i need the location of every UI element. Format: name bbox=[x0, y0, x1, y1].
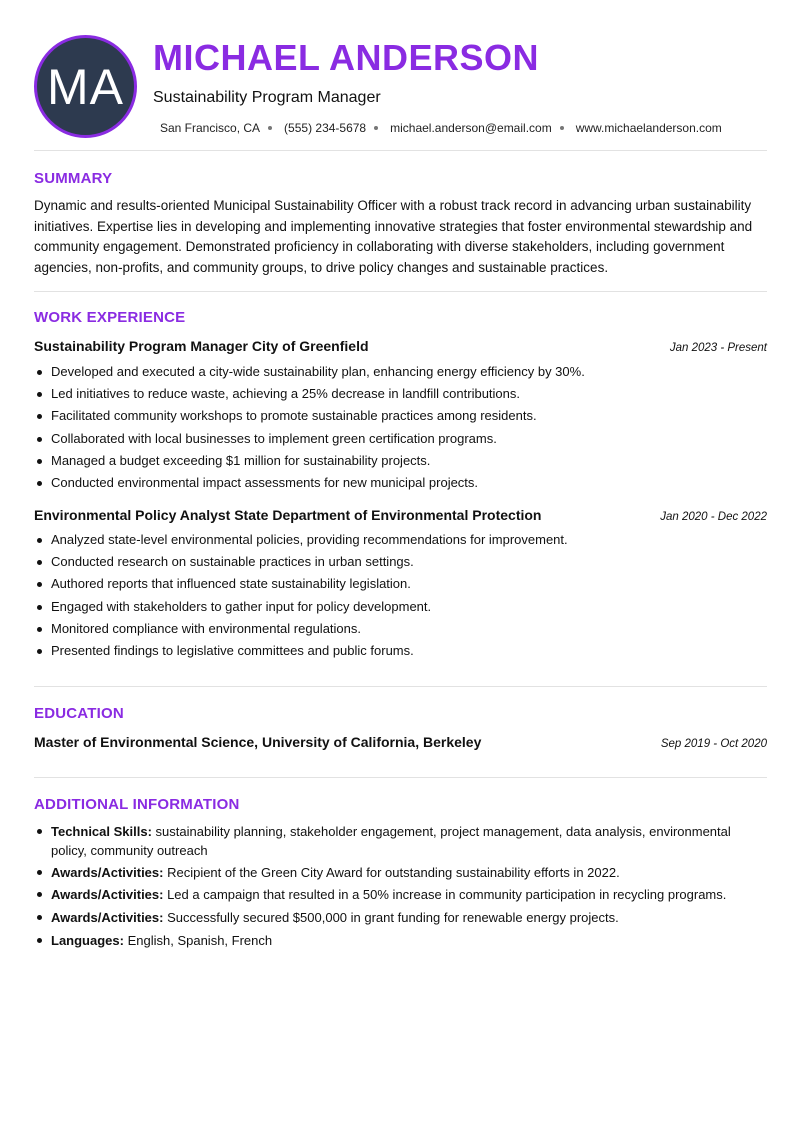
list-item bbox=[34, 885, 767, 904]
list-item: Authored reports that influenced state sustainability legislation. bbox=[34, 573, 767, 595]
info-text: sustainability planning, stakeholder engagement, project management, data analysis, environmental policy, community outreach bbox=[51, 824, 731, 858]
separator-dot-icon bbox=[268, 126, 272, 130]
bullet-icon bbox=[37, 370, 42, 375]
job-title: Sustainability Program Manager City of Greenfield bbox=[34, 338, 369, 354]
list-item: Presented findings to legislative committees and public forums. bbox=[34, 640, 767, 662]
list-item: Developed and executed a city-wide sustainability plan, enhancing energy efficiency by 30%. bbox=[34, 361, 767, 383]
bullet-icon bbox=[37, 870, 42, 875]
list-item: Engaged with stakeholders to gather input for policy development. bbox=[34, 596, 767, 618]
list-item: Analyzed state-level environmental policies, providing recommendations for improvement. bbox=[34, 529, 767, 551]
education-date: Sep 2019 - Oct 2020 bbox=[660, 738, 767, 750]
info-text: Successfully secured $500,000 in grant funding for renewable energy projects. bbox=[163, 909, 619, 925]
list-item bbox=[34, 822, 767, 860]
info-text: Recipient of the Green City Award for outstanding sustainability efforts in 2022. bbox=[163, 865, 620, 881]
bullet-icon bbox=[37, 560, 42, 565]
work-experience-heading: WORK EXPERIENCE bbox=[34, 309, 186, 326]
divider bbox=[34, 150, 767, 151]
bullet-icon bbox=[37, 829, 42, 834]
list-item: Monitored compliance with environmental regulations. bbox=[34, 618, 767, 640]
contact-phone: (555) 234-5678 bbox=[284, 121, 367, 135]
info-label: Awards/Activities: bbox=[51, 909, 164, 925]
separator-dot-icon bbox=[560, 126, 564, 130]
divider bbox=[34, 291, 767, 292]
bullet-icon bbox=[37, 538, 42, 543]
bullet-icon bbox=[37, 938, 42, 943]
job-title: Environmental Policy Analyst State Department of Environmental Protection bbox=[34, 507, 542, 523]
additional-info-list bbox=[34, 822, 767, 953]
avatar bbox=[34, 35, 137, 138]
list-item: Conducted research on sustainable practices in urban settings. bbox=[34, 551, 767, 573]
list-item: Collaborated with local businesses to implement green certification programs. bbox=[34, 428, 767, 450]
summary-heading: SUMMARY bbox=[34, 170, 113, 187]
list-item: Facilitated community workshops to promote sustainable practices among residents. bbox=[34, 405, 767, 427]
bullet-icon bbox=[37, 481, 42, 486]
education-heading: EDUCATION bbox=[34, 705, 124, 722]
bullet-icon bbox=[37, 437, 42, 442]
info-text: Led a campaign that resulted in a 50% increase in community participation in recycling programs. bbox=[163, 887, 727, 903]
bullet-icon bbox=[37, 605, 42, 610]
list-item bbox=[34, 931, 767, 950]
separator-dot-icon bbox=[374, 126, 378, 130]
job-header bbox=[34, 507, 767, 523]
info-text: English, Spanish, French bbox=[123, 932, 273, 948]
info-label: Awards/Activities: bbox=[51, 865, 164, 881]
bullet-icon bbox=[37, 892, 42, 897]
contact-email[interactable]: michael.anderson@email.com bbox=[390, 121, 552, 135]
summary-text: Dynamic and results-oriented Municipal Sustainability Officer with a robust track record in advancing urban sustainability initiatives. Expertise lies in developing and implementing innovative strategies that foster environmental stewardship and community engagement. Demonstrated proficiency in collaborating with diverse stakeholders, including government agencies, non-profits, and community groups, to drive policy changes and sustainable practices. bbox=[34, 198, 753, 275]
bullet-icon bbox=[37, 414, 42, 419]
job-header bbox=[34, 338, 767, 354]
list-item: Managed a budget exceeding $1 million for sustainability projects. bbox=[34, 450, 767, 472]
job-bullets bbox=[34, 529, 767, 662]
contact-location: San Francisco, CA bbox=[160, 121, 261, 135]
list-item bbox=[34, 908, 767, 927]
job-date: Jan 2023 - Present bbox=[669, 342, 767, 354]
job-date: Jan 2020 - Dec 2022 bbox=[660, 511, 767, 523]
info-label: Awards/Activities: bbox=[51, 887, 164, 903]
list-item bbox=[34, 863, 767, 882]
bullet-icon bbox=[37, 392, 42, 397]
candidate-role: Sustainability Program Manager bbox=[153, 89, 381, 106]
divider bbox=[34, 777, 767, 778]
bullet-icon bbox=[37, 582, 42, 587]
bullet-icon bbox=[37, 459, 42, 464]
contact-line bbox=[160, 121, 722, 135]
divider bbox=[34, 686, 767, 687]
avatar-initials: MA bbox=[47, 58, 124, 115]
degree: Master of Environmental Science, University of California, Berkeley bbox=[34, 734, 482, 750]
list-item: Led initiatives to reduce waste, achieving a 25% decrease in landfill contributions. bbox=[34, 383, 767, 405]
info-label: Technical Skills: bbox=[51, 824, 152, 839]
bullet-icon bbox=[37, 915, 42, 920]
info-label: Languages: bbox=[51, 932, 124, 948]
candidate-name: MICHAEL ANDERSON bbox=[153, 37, 540, 78]
job-bullets bbox=[34, 361, 767, 494]
additional-info-heading: ADDITIONAL INFORMATION bbox=[34, 796, 240, 813]
education-entry bbox=[34, 734, 767, 750]
bullet-icon bbox=[37, 649, 42, 654]
bullet-icon bbox=[37, 627, 42, 632]
contact-website[interactable]: www.michaelanderson.com bbox=[575, 121, 722, 135]
list-item: Conducted environmental impact assessments for new municipal projects. bbox=[34, 472, 767, 494]
